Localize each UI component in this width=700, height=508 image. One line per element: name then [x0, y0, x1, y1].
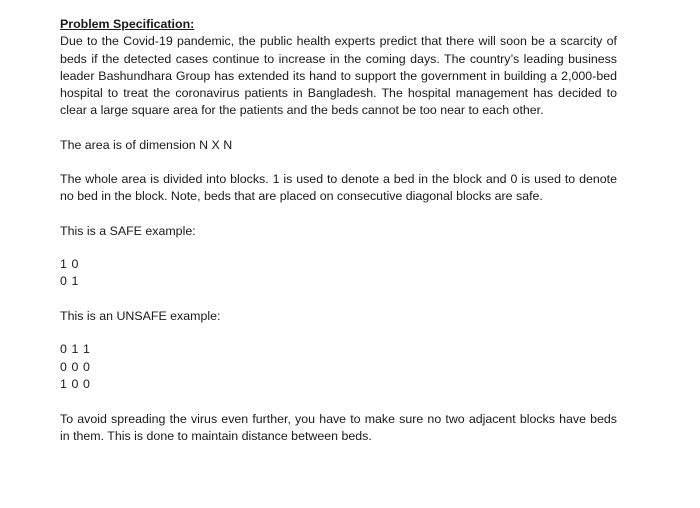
matrix-cell: 1 [60, 377, 67, 392]
matrix-row [60, 341, 617, 359]
matrix-row [60, 376, 617, 394]
matrix-row [60, 359, 617, 377]
unsafe-matrix [60, 341, 617, 394]
matrix-cell: 1 [71, 274, 79, 289]
dimension-paragraph: The area is of dimension N X N [60, 137, 233, 152]
conclusion-paragraph: To avoid spreading the virus even further, you have to make sure no two adjacent blocks have beds in them. This is done to maintain distance between beds. [60, 411, 617, 444]
matrix-cell: 1 [60, 256, 67, 271]
matrix-cell: 0 [60, 359, 67, 374]
safe-example-label: This is a SAFE example: [60, 223, 196, 238]
matrix-cell: 1 [71, 342, 79, 357]
unsafe-example-label: This is an UNSAFE example: [60, 308, 221, 323]
matrix-row [60, 273, 617, 291]
matrix-cell: 0 [60, 342, 67, 357]
matrix-cell: 1 [83, 342, 90, 357]
matrix-cell: 0 [60, 274, 67, 289]
intro-paragraph: Due to the Covid-19 pandemic, the public health experts predict that there will soon be a scarcity of beds if the detected cases continue to increase in the coming days. The country’s leading business leader Bashundhara Group has extended its hand to support the government in building a 2,000-bed hospital to treat the coronavirus patients in Bangladesh. The hospital management has decided to clear a large square area for the patients and the beds cannot be too near to each other. [60, 34, 617, 118]
matrix-row [60, 256, 617, 274]
matrix-cell: 0 [71, 377, 79, 392]
safe-matrix [60, 256, 617, 291]
matrix-cell: 0 [71, 256, 79, 271]
matrix-cell: 0 [83, 377, 90, 392]
problem-heading: Problem Specification: [60, 17, 195, 31]
matrix-cell: 0 [71, 359, 79, 374]
blocks-paragraph: The whole area is divided into blocks. 1 is used to denote a bed in the block and 0 is used to denote no bed in the block. Note, beds that are placed on consecutive diagonal blocks are safe. [60, 172, 617, 204]
document-body [60, 16, 617, 445]
matrix-cell: 0 [83, 359, 90, 374]
